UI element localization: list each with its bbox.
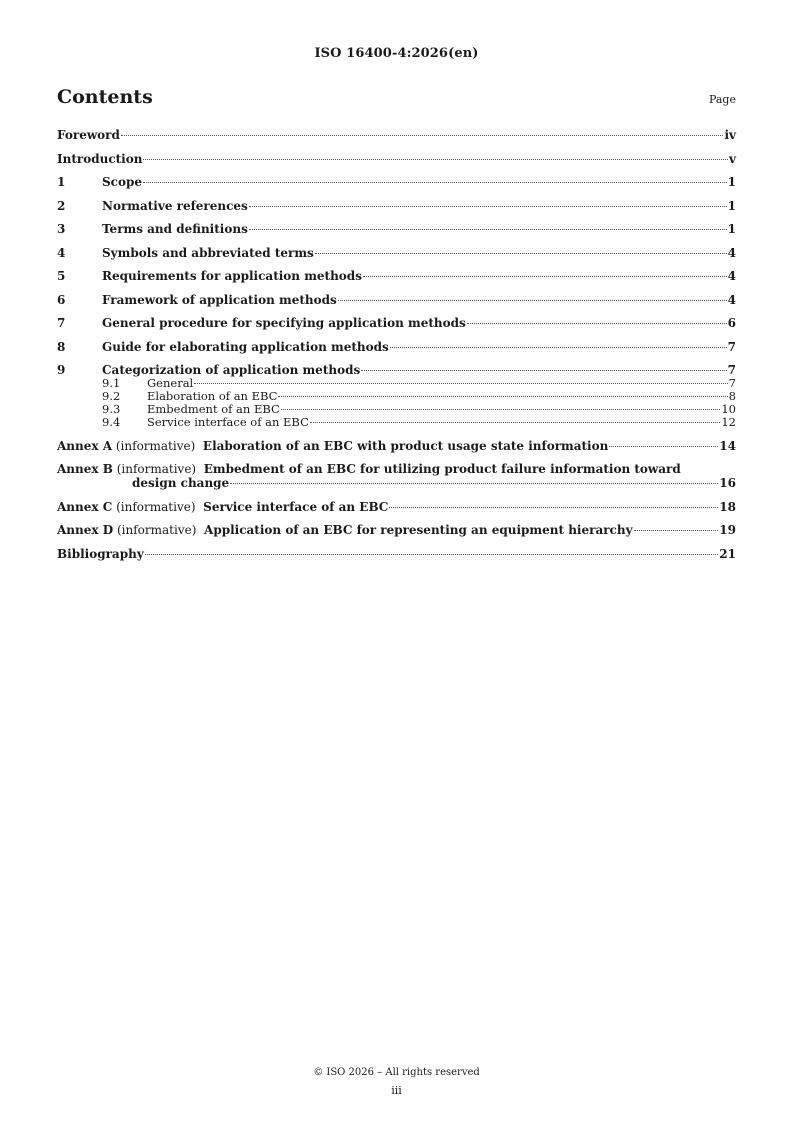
toc-entry-annex-a[interactable] [57, 439, 736, 453]
toc-title: Framework of application methods [102, 292, 337, 307]
toc-number: 7 [57, 316, 66, 330]
leader-dots [390, 347, 727, 348]
leader-dots [361, 370, 726, 371]
toc-title: Service interface of an EBC [147, 415, 309, 429]
table-of-contents [57, 128, 736, 570]
toc-title: Requirements for application methods [102, 269, 362, 283]
toc-number: 3 [57, 222, 66, 236]
toc-title: Service interface of an EBC [203, 499, 389, 514]
toc-page: 12 [721, 415, 736, 429]
toc-entry-clause-4[interactable] [57, 246, 736, 260]
leader-dots [249, 229, 727, 230]
leader-dots [467, 323, 727, 324]
toc-page: 1 [727, 198, 736, 213]
toc-page: 18 [719, 499, 736, 514]
copyright-footer: © ISO 2026 – All rights reserved [313, 1067, 480, 1078]
toc-entry-bibliography[interactable] [57, 547, 736, 561]
leader-dots [121, 135, 724, 136]
toc-title: Foreword [57, 128, 120, 142]
toc-entry-annex-d[interactable] [57, 523, 736, 537]
toc-number: 5 [57, 269, 66, 283]
leader-dots [338, 300, 727, 301]
leader-dots [230, 483, 718, 484]
toc-entry-clause-5[interactable] [57, 269, 736, 283]
annex-label: Annex C [57, 499, 113, 514]
annex-type: (informative) [116, 499, 196, 514]
toc-page: 7 [727, 363, 736, 377]
annex-label: Annex B [57, 462, 113, 476]
page-column-label: Page [708, 93, 736, 106]
toc-subnumber: 9.1 [102, 376, 121, 390]
page-number: iii [391, 1084, 402, 1097]
toc-entry-subclause-9-4[interactable] [57, 416, 736, 429]
annex-type: (informative) [116, 462, 197, 476]
toc-entry-clause-8[interactable] [57, 340, 736, 354]
toc-page: 1 [727, 222, 736, 236]
toc-page: 4 [727, 245, 736, 260]
toc-entry-introduction[interactable] [57, 152, 736, 166]
toc-number: 6 [57, 292, 66, 307]
leader-dots [281, 409, 721, 410]
leader-dots [278, 396, 727, 397]
annex-type: (informative) [115, 438, 196, 453]
leader-dots [310, 422, 720, 423]
annex-label: Annex D [57, 523, 114, 537]
toc-page: 4 [727, 269, 736, 283]
leader-dots [363, 276, 727, 277]
toc-title: Symbols and abbreviated terms [102, 245, 314, 260]
toc-number [57, 416, 147, 429]
toc-page: 4 [727, 292, 736, 307]
toc-number: 2 [57, 198, 66, 213]
toc-entry-annex-c[interactable] [57, 500, 736, 514]
leader-dots [143, 182, 727, 183]
toc-number: 8 [57, 339, 66, 354]
toc-entry-clause-2[interactable] [57, 199, 736, 213]
leader-dots [315, 253, 727, 254]
toc-page: 7 [727, 339, 736, 354]
toc-page: 6 [727, 316, 736, 330]
annex-type: (informative) [116, 523, 197, 537]
toc-number: 1 [57, 175, 66, 189]
toc-subnumber: 9.4 [102, 415, 121, 429]
toc-title-line2: design change [132, 476, 230, 490]
toc-title: General [147, 376, 194, 390]
toc-page: 16 [719, 476, 736, 490]
toc-entry-clause-6[interactable] [57, 293, 736, 307]
toc-page: 10 [721, 402, 736, 416]
toc-title: Scope [102, 175, 143, 189]
toc-entry-clause-1[interactable] [57, 175, 736, 189]
leader-dots [609, 446, 718, 447]
toc-page: 21 [719, 546, 736, 561]
leader-dots [389, 507, 718, 508]
leader-dots [249, 206, 727, 207]
toc-number: 9 [57, 363, 66, 377]
toc-title: Categorization of application methods [102, 363, 361, 377]
toc-entry-clause-7[interactable] [57, 316, 736, 330]
leader-dots [145, 554, 719, 555]
toc-title: General procedure for specifying application methods [102, 316, 466, 330]
toc-title: Elaboration of an EBC with product usage state information [202, 438, 609, 453]
toc-entry-clause-9[interactable] [57, 363, 736, 377]
toc-title: Bibliography [57, 546, 144, 561]
toc-page: 1 [727, 175, 736, 189]
toc-title: Terms and definitions [102, 222, 248, 236]
toc-title: Introduction [57, 151, 143, 166]
toc-entry-foreword[interactable] [57, 128, 736, 142]
toc-title: Application of an EBC for representing an equipment hierarchy [204, 523, 633, 537]
leader-dots [194, 383, 727, 384]
toc-title-line1: Embedment of an EBC for utilizing product failure information toward [203, 462, 681, 476]
toc-page: v [729, 151, 736, 166]
toc-title: Embedment of an EBC [147, 402, 280, 416]
toc-title: Normative references [102, 198, 248, 213]
toc-page: 19 [719, 523, 736, 537]
toc-title: Guide for elaborating application methods [102, 339, 389, 354]
toc-subnumber: 9.2 [102, 389, 121, 403]
toc-page: 14 [719, 438, 736, 453]
toc-number: 4 [57, 245, 66, 260]
contents-heading: Contents [57, 86, 153, 108]
toc-entry-clause-3[interactable] [57, 222, 736, 236]
toc-title: Elaboration of an EBC [147, 389, 278, 403]
annex-label: Annex A [57, 438, 113, 453]
toc-page: iv [724, 128, 736, 142]
document-id-header: ISO 16400-4:2026(en) [314, 46, 479, 61]
toc-page: 7 [728, 376, 736, 390]
leader-dots [634, 530, 719, 531]
toc-subnumber: 9.3 [102, 402, 121, 416]
toc-page: 8 [728, 389, 736, 403]
toc-entry-annex-b[interactable] [57, 462, 736, 490]
leader-dots [143, 159, 728, 160]
